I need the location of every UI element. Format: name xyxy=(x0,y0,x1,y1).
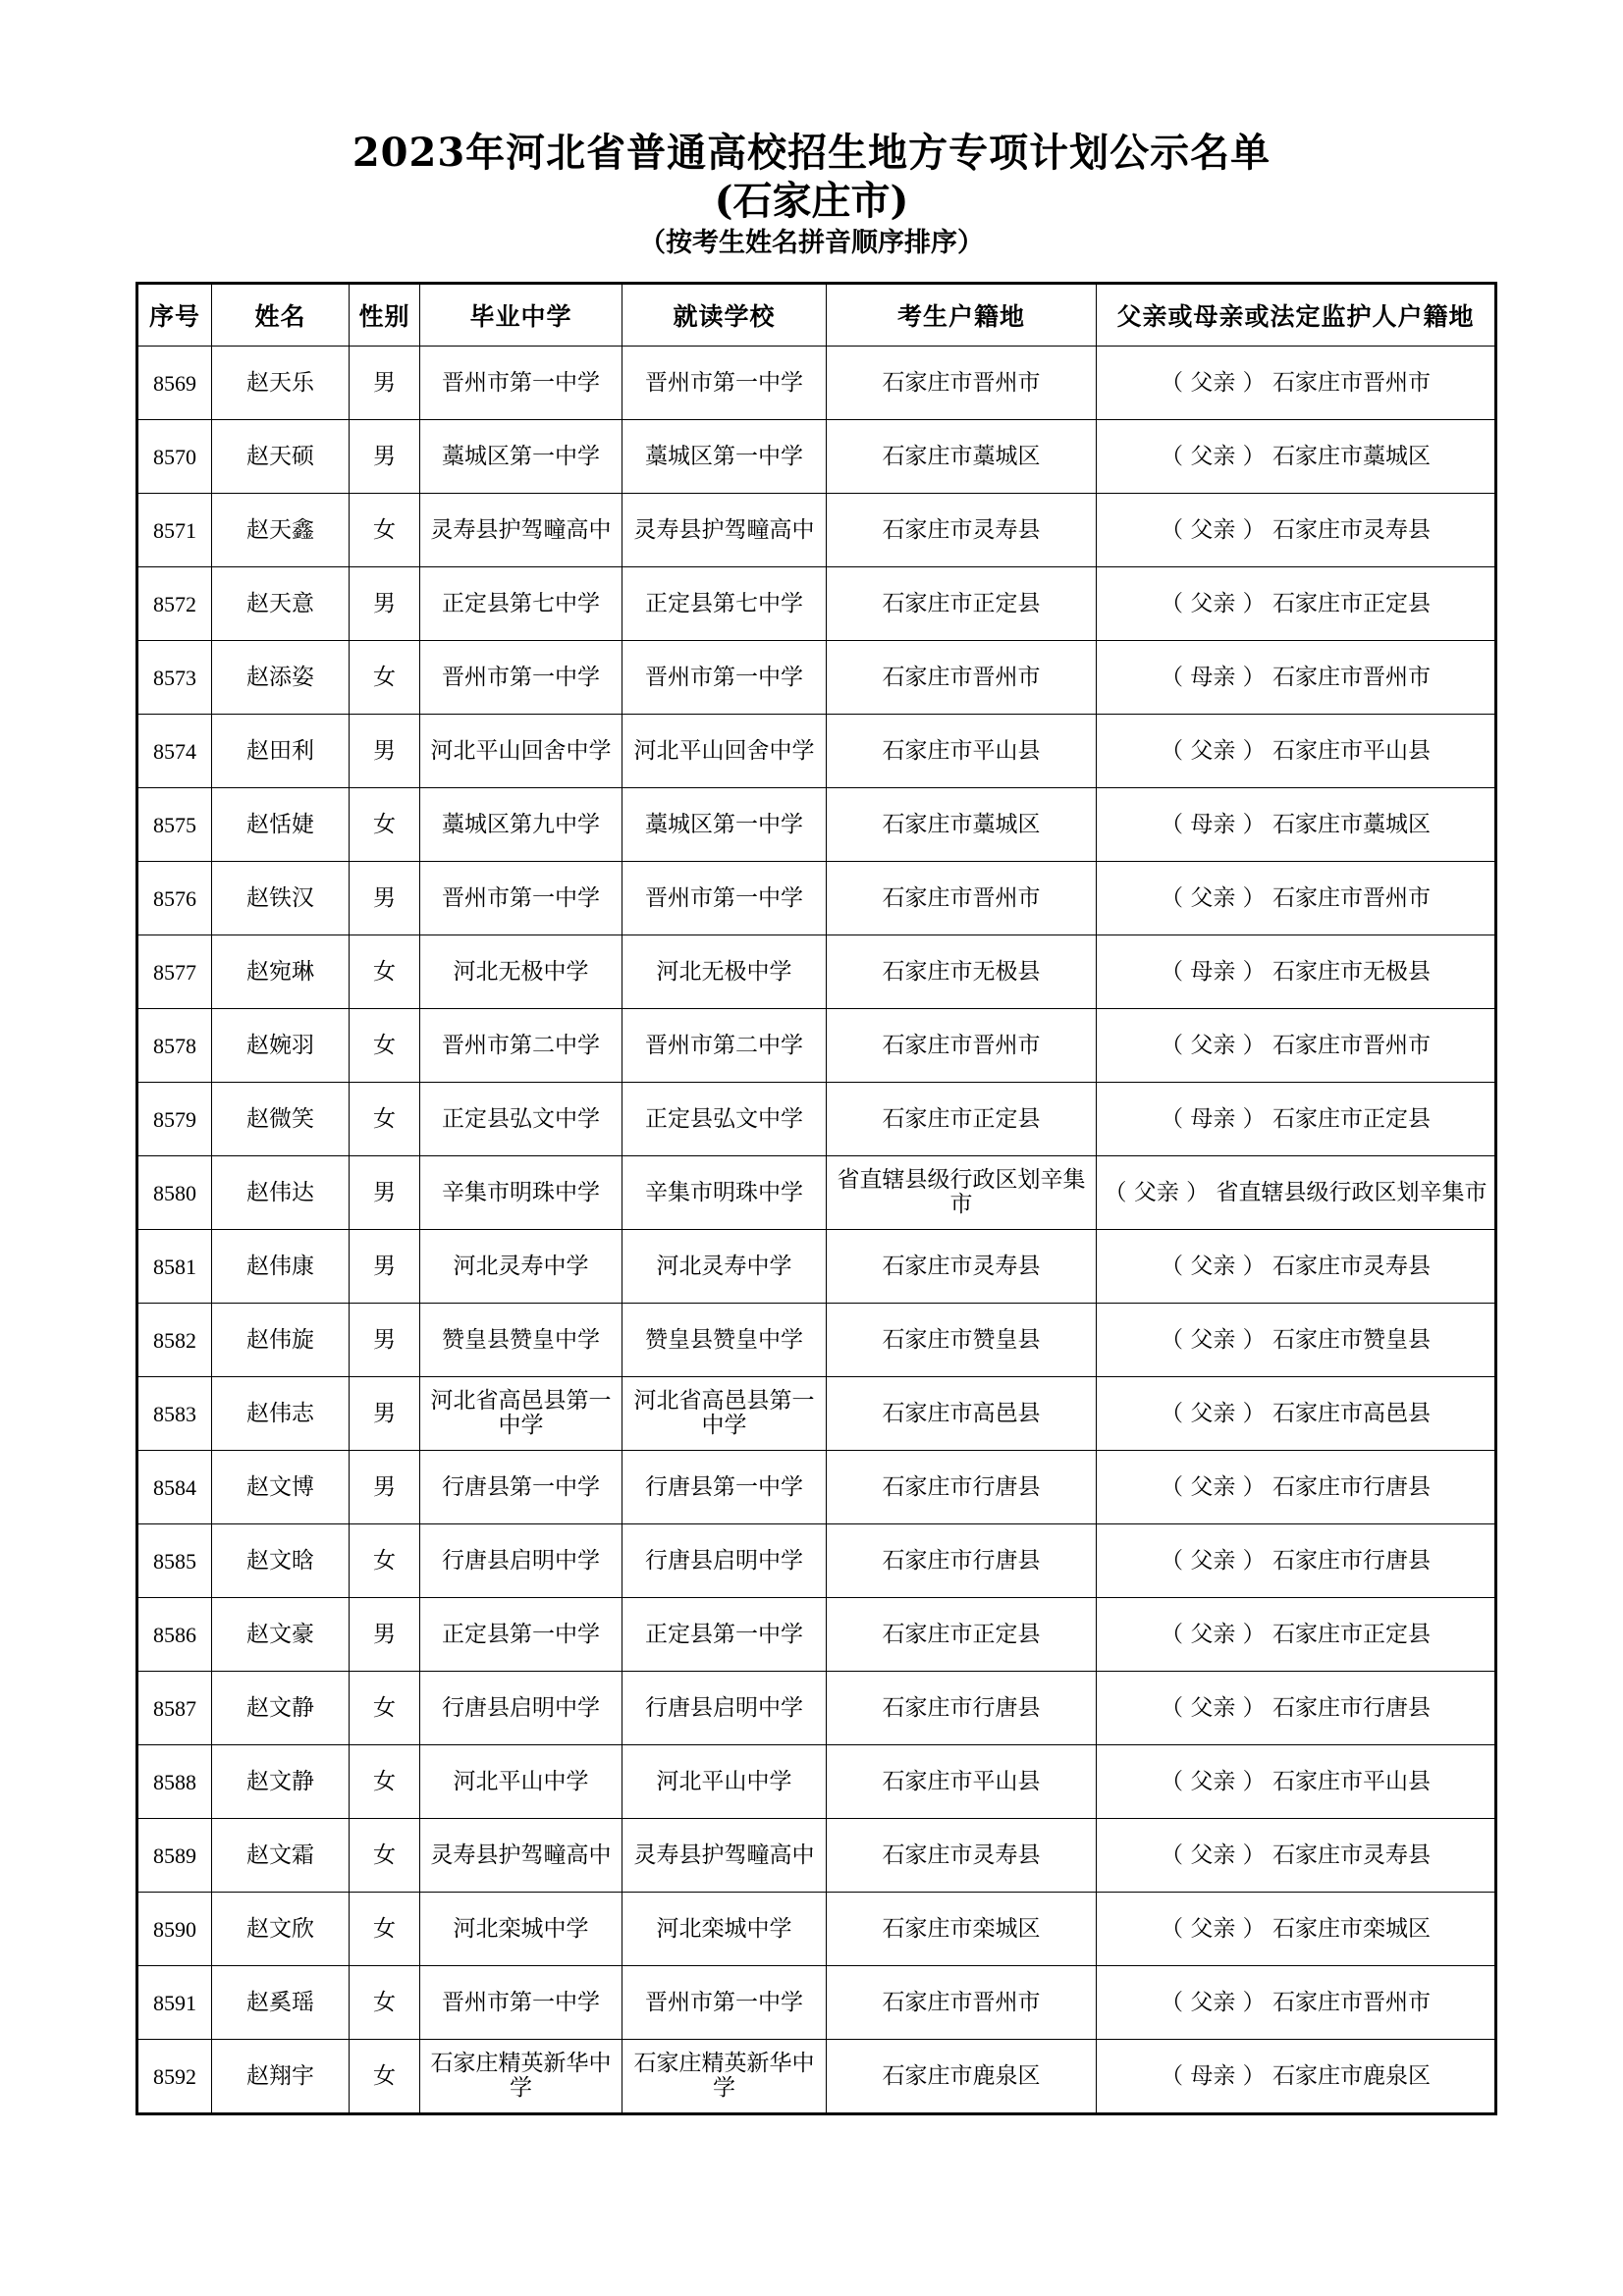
cell-gender: 女 xyxy=(350,1893,420,1966)
header-graduated-school: 毕业中学 xyxy=(420,284,622,347)
cell-index: 8578 xyxy=(137,1009,212,1083)
cell-guardian-registration: （ 父亲 ） 石家庄市晋州市 xyxy=(1097,1009,1496,1083)
cell-current-school: 河北平山回舍中学 xyxy=(622,715,827,788)
cell-index: 8584 xyxy=(137,1451,212,1524)
table-row xyxy=(137,1598,1496,1672)
cell-guardian-registration: （ 父亲 ） 石家庄市行唐县 xyxy=(1097,1672,1496,1745)
table-row xyxy=(137,1304,1496,1377)
cell-graduated-school: 辛集市明珠中学 xyxy=(420,1156,622,1230)
cell-guardian-registration: （ 父亲 ） 石家庄市正定县 xyxy=(1097,567,1496,641)
table-row xyxy=(137,862,1496,935)
cell-name: 赵伟康 xyxy=(212,1230,350,1304)
cell-name: 赵宛琳 xyxy=(212,935,350,1009)
cell-household-registration: 石家庄市晋州市 xyxy=(827,1966,1097,2040)
table-row xyxy=(137,788,1496,862)
cell-gender: 女 xyxy=(350,1524,420,1598)
cell-household-registration: 石家庄市正定县 xyxy=(827,1083,1097,1156)
cell-graduated-school: 行唐县启明中学 xyxy=(420,1524,622,1598)
cell-current-school: 行唐县启明中学 xyxy=(622,1672,827,1745)
cell-current-school: 行唐县第一中学 xyxy=(622,1451,827,1524)
cell-current-school: 正定县第七中学 xyxy=(622,567,827,641)
cell-index: 8585 xyxy=(137,1524,212,1598)
cell-index: 8587 xyxy=(137,1672,212,1745)
header-household-registration: 考生户籍地 xyxy=(827,284,1097,347)
cell-graduated-school: 晋州市第二中学 xyxy=(420,1009,622,1083)
cell-graduated-school: 藁城区第一中学 xyxy=(420,420,622,494)
cell-graduated-school: 河北栾城中学 xyxy=(420,1893,622,1966)
cell-current-school: 河北省高邑县第一中学 xyxy=(622,1377,827,1451)
cell-gender: 女 xyxy=(350,1745,420,1819)
cell-guardian-registration: （ 父亲 ） 石家庄市正定县 xyxy=(1097,1598,1496,1672)
cell-index: 8592 xyxy=(137,2040,212,2114)
cell-index: 8581 xyxy=(137,1230,212,1304)
cell-current-school: 行唐县启明中学 xyxy=(622,1524,827,1598)
cell-household-registration: 石家庄市晋州市 xyxy=(827,641,1097,715)
table-row xyxy=(137,420,1496,494)
cell-household-registration: 石家庄市晋州市 xyxy=(827,1009,1097,1083)
cell-index: 8576 xyxy=(137,862,212,935)
cell-name: 赵文静 xyxy=(212,1672,350,1745)
cell-graduated-school: 河北省高邑县第一中学 xyxy=(420,1377,622,1451)
cell-guardian-registration: （ 父亲 ） 石家庄市灵寿县 xyxy=(1097,494,1496,567)
cell-index: 8590 xyxy=(137,1893,212,1966)
cell-guardian-registration: （ 母亲 ） 石家庄市无极县 xyxy=(1097,935,1496,1009)
cell-name: 赵天硕 xyxy=(212,420,350,494)
cell-graduated-school: 正定县第七中学 xyxy=(420,567,622,641)
cell-household-registration: 石家庄市灵寿县 xyxy=(827,1819,1097,1893)
cell-gender: 男 xyxy=(350,1377,420,1451)
cell-gender: 女 xyxy=(350,1819,420,1893)
cell-index: 8588 xyxy=(137,1745,212,1819)
cell-graduated-school: 河北灵寿中学 xyxy=(420,1230,622,1304)
header-current-school: 就读学校 xyxy=(622,284,827,347)
table-row xyxy=(137,1524,1496,1598)
cell-name: 赵翔宇 xyxy=(212,2040,350,2114)
cell-household-registration: 石家庄市灵寿县 xyxy=(827,494,1097,567)
cell-gender: 男 xyxy=(350,1304,420,1377)
cell-household-registration: 石家庄市晋州市 xyxy=(827,347,1097,420)
cell-gender: 女 xyxy=(350,1672,420,1745)
table-row xyxy=(137,1745,1496,1819)
cell-current-school: 辛集市明珠中学 xyxy=(622,1156,827,1230)
cell-gender: 男 xyxy=(350,1156,420,1230)
cell-index: 8583 xyxy=(137,1377,212,1451)
cell-current-school: 晋州市第一中学 xyxy=(622,1966,827,2040)
cell-name: 赵天意 xyxy=(212,567,350,641)
cell-gender: 男 xyxy=(350,420,420,494)
table-row xyxy=(137,1672,1496,1745)
cell-current-school: 石家庄精英新华中学 xyxy=(622,2040,827,2114)
cell-gender: 男 xyxy=(350,347,420,420)
cell-gender: 女 xyxy=(350,788,420,862)
cell-current-school: 正定县弘文中学 xyxy=(622,1083,827,1156)
table-row xyxy=(137,1377,1496,1451)
cell-gender: 男 xyxy=(350,1598,420,1672)
cell-gender: 男 xyxy=(350,715,420,788)
cell-index: 8573 xyxy=(137,641,212,715)
cell-guardian-registration: （ 父亲 ） 石家庄市晋州市 xyxy=(1097,1966,1496,2040)
cell-name: 赵文豪 xyxy=(212,1598,350,1672)
cell-name: 赵文博 xyxy=(212,1451,350,1524)
cell-current-school: 晋州市第二中学 xyxy=(622,1009,827,1083)
cell-name: 赵天鑫 xyxy=(212,494,350,567)
cell-name: 赵文静 xyxy=(212,1745,350,1819)
cell-graduated-school: 灵寿县护驾疃高中 xyxy=(420,1819,622,1893)
cell-name: 赵添姿 xyxy=(212,641,350,715)
table-row xyxy=(137,1819,1496,1893)
cell-index: 8575 xyxy=(137,788,212,862)
cell-guardian-registration: （ 母亲 ） 石家庄市鹿泉区 xyxy=(1097,2040,1496,2114)
cell-household-registration: 石家庄市平山县 xyxy=(827,715,1097,788)
cell-name: 赵伟达 xyxy=(212,1156,350,1230)
cell-household-registration: 石家庄市正定县 xyxy=(827,567,1097,641)
cell-gender: 女 xyxy=(350,1966,420,2040)
cell-name: 赵田利 xyxy=(212,715,350,788)
cell-graduated-school: 藁城区第九中学 xyxy=(420,788,622,862)
cell-guardian-registration: （ 父亲 ） 石家庄市灵寿县 xyxy=(1097,1230,1496,1304)
cell-gender: 女 xyxy=(350,935,420,1009)
cell-gender: 男 xyxy=(350,567,420,641)
table-row xyxy=(137,1451,1496,1524)
cell-guardian-registration: （ 父亲 ） 石家庄市晋州市 xyxy=(1097,862,1496,935)
cell-name: 赵文欣 xyxy=(212,1893,350,1966)
cell-index: 8577 xyxy=(137,935,212,1009)
cell-name: 赵奚瑶 xyxy=(212,1966,350,2040)
table-row xyxy=(137,567,1496,641)
cell-guardian-registration: （ 母亲 ） 石家庄市晋州市 xyxy=(1097,641,1496,715)
cell-current-school: 灵寿县护驾疃高中 xyxy=(622,1819,827,1893)
cell-household-registration: 石家庄市藁城区 xyxy=(827,420,1097,494)
cell-gender: 男 xyxy=(350,1451,420,1524)
cell-household-registration: 省直辖县级行政区划辛集市 xyxy=(827,1156,1097,1230)
cell-index: 8574 xyxy=(137,715,212,788)
cell-current-school: 正定县第一中学 xyxy=(622,1598,827,1672)
table-row xyxy=(137,347,1496,420)
cell-current-school: 河北无极中学 xyxy=(622,935,827,1009)
cell-index: 8571 xyxy=(137,494,212,567)
cell-name: 赵铁汉 xyxy=(212,862,350,935)
admission-list-table xyxy=(135,282,1497,2115)
cell-graduated-school: 赞皇县赞皇中学 xyxy=(420,1304,622,1377)
cell-household-registration: 石家庄市藁城区 xyxy=(827,788,1097,862)
cell-current-school: 晋州市第一中学 xyxy=(622,862,827,935)
header-guardian-registration: 父亲或母亲或法定监护人户籍地 xyxy=(1097,284,1496,347)
cell-graduated-school: 晋州市第一中学 xyxy=(420,641,622,715)
cell-guardian-registration: （ 父亲 ） 石家庄市灵寿县 xyxy=(1097,1819,1496,1893)
cell-graduated-school: 石家庄精英新华中学 xyxy=(420,2040,622,2114)
cell-current-school: 晋州市第一中学 xyxy=(622,347,827,420)
cell-guardian-registration: （ 父亲 ） 石家庄市藁城区 xyxy=(1097,420,1496,494)
cell-name: 赵文霜 xyxy=(212,1819,350,1893)
cell-index: 8579 xyxy=(137,1083,212,1156)
cell-gender: 女 xyxy=(350,1009,420,1083)
cell-household-registration: 石家庄市行唐县 xyxy=(827,1524,1097,1598)
cell-guardian-registration: （ 父亲 ） 石家庄市栾城区 xyxy=(1097,1893,1496,1966)
cell-name: 赵婉羽 xyxy=(212,1009,350,1083)
cell-index: 8572 xyxy=(137,567,212,641)
cell-graduated-school: 晋州市第一中学 xyxy=(420,1966,622,2040)
cell-household-registration: 石家庄市行唐县 xyxy=(827,1672,1097,1745)
table-row xyxy=(137,1156,1496,1230)
sort-note: （按考生姓名拼音顺序排序） xyxy=(639,228,984,258)
cell-household-registration: 石家庄市晋州市 xyxy=(827,862,1097,935)
cell-guardian-registration: （ 母亲 ） 石家庄市正定县 xyxy=(1097,1083,1496,1156)
cell-gender: 女 xyxy=(350,2040,420,2114)
cell-current-school: 河北灵寿中学 xyxy=(622,1230,827,1304)
table-row xyxy=(137,935,1496,1009)
table-row xyxy=(137,1083,1496,1156)
cell-guardian-registration: （ 父亲 ） 石家庄市行唐县 xyxy=(1097,1451,1496,1524)
cell-gender: 女 xyxy=(350,1083,420,1156)
cell-current-school: 晋州市第一中学 xyxy=(622,641,827,715)
cell-household-registration: 石家庄市正定县 xyxy=(827,1598,1097,1672)
header-name: 姓名 xyxy=(212,284,350,347)
table-row xyxy=(137,715,1496,788)
cell-gender: 女 xyxy=(350,641,420,715)
cell-household-registration: 石家庄市高邑县 xyxy=(827,1377,1097,1451)
cell-name: 赵恬婕 xyxy=(212,788,350,862)
page-subtitle: (石家庄市) xyxy=(714,178,909,224)
cell-guardian-registration: （ 父亲 ） 石家庄市平山县 xyxy=(1097,1745,1496,1819)
cell-index: 8589 xyxy=(137,1819,212,1893)
cell-graduated-school: 河北无极中学 xyxy=(420,935,622,1009)
cell-graduated-school: 行唐县启明中学 xyxy=(420,1672,622,1745)
cell-graduated-school: 正定县第一中学 xyxy=(420,1598,622,1672)
cell-index: 8582 xyxy=(137,1304,212,1377)
cell-graduated-school: 行唐县第一中学 xyxy=(420,1451,622,1524)
table-row xyxy=(137,1230,1496,1304)
cell-household-registration: 石家庄市行唐县 xyxy=(827,1451,1097,1524)
cell-index: 8591 xyxy=(137,1966,212,2040)
cell-graduated-school: 正定县弘文中学 xyxy=(420,1083,622,1156)
cell-household-registration: 石家庄市鹿泉区 xyxy=(827,2040,1097,2114)
cell-guardian-registration: （ 父亲 ） 石家庄市平山县 xyxy=(1097,715,1496,788)
cell-gender: 男 xyxy=(350,1230,420,1304)
header-gender: 性别 xyxy=(350,284,420,347)
table-row xyxy=(137,1893,1496,1966)
cell-graduated-school: 晋州市第一中学 xyxy=(420,862,622,935)
table-row xyxy=(137,2040,1496,2114)
cell-graduated-school: 灵寿县护驾疃高中 xyxy=(420,494,622,567)
cell-current-school: 藁城区第一中学 xyxy=(622,788,827,862)
page-title: 2023年河北省普通高校招生地方专项计划公示名单 xyxy=(352,130,1271,176)
cell-household-registration: 石家庄市栾城区 xyxy=(827,1893,1097,1966)
cell-household-registration: 石家庄市平山县 xyxy=(827,1745,1097,1819)
header-index: 序号 xyxy=(137,284,212,347)
cell-guardian-registration: （ 父亲 ） 石家庄市高邑县 xyxy=(1097,1377,1496,1451)
cell-guardian-registration: （ 父亲 ） 石家庄市赞皇县 xyxy=(1097,1304,1496,1377)
cell-guardian-registration: （ 父亲 ） 省直辖县级行政区划辛集市 xyxy=(1097,1156,1496,1230)
cell-gender: 男 xyxy=(350,862,420,935)
cell-current-school: 藁城区第一中学 xyxy=(622,420,827,494)
cell-graduated-school: 晋州市第一中学 xyxy=(420,347,622,420)
cell-guardian-registration: （ 父亲 ） 石家庄市晋州市 xyxy=(1097,347,1496,420)
cell-current-school: 河北平山中学 xyxy=(622,1745,827,1819)
cell-name: 赵伟旋 xyxy=(212,1304,350,1377)
cell-index: 8580 xyxy=(137,1156,212,1230)
cell-current-school: 河北栾城中学 xyxy=(622,1893,827,1966)
cell-current-school: 灵寿县护驾疃高中 xyxy=(622,494,827,567)
cell-gender: 女 xyxy=(350,494,420,567)
cell-name: 赵微笑 xyxy=(212,1083,350,1156)
table-row xyxy=(137,494,1496,567)
cell-name: 赵伟志 xyxy=(212,1377,350,1451)
cell-index: 8570 xyxy=(137,420,212,494)
cell-guardian-registration: （ 父亲 ） 石家庄市行唐县 xyxy=(1097,1524,1496,1598)
cell-index: 8586 xyxy=(137,1598,212,1672)
table-body xyxy=(137,347,1496,2114)
table-header xyxy=(137,284,1496,347)
cell-graduated-school: 河北平山中学 xyxy=(420,1745,622,1819)
cell-name: 赵天乐 xyxy=(212,347,350,420)
cell-graduated-school: 河北平山回舍中学 xyxy=(420,715,622,788)
cell-index: 8569 xyxy=(137,347,212,420)
cell-guardian-registration: （ 母亲 ） 石家庄市藁城区 xyxy=(1097,788,1496,862)
cell-household-registration: 石家庄市无极县 xyxy=(827,935,1097,1009)
header-row xyxy=(137,284,1496,347)
cell-household-registration: 石家庄市灵寿县 xyxy=(827,1230,1097,1304)
table-row xyxy=(137,1966,1496,2040)
table-row xyxy=(137,641,1496,715)
cell-name: 赵文晗 xyxy=(212,1524,350,1598)
cell-household-registration: 石家庄市赞皇县 xyxy=(827,1304,1097,1377)
cell-current-school: 赞皇县赞皇中学 xyxy=(622,1304,827,1377)
table-row xyxy=(137,1009,1496,1083)
